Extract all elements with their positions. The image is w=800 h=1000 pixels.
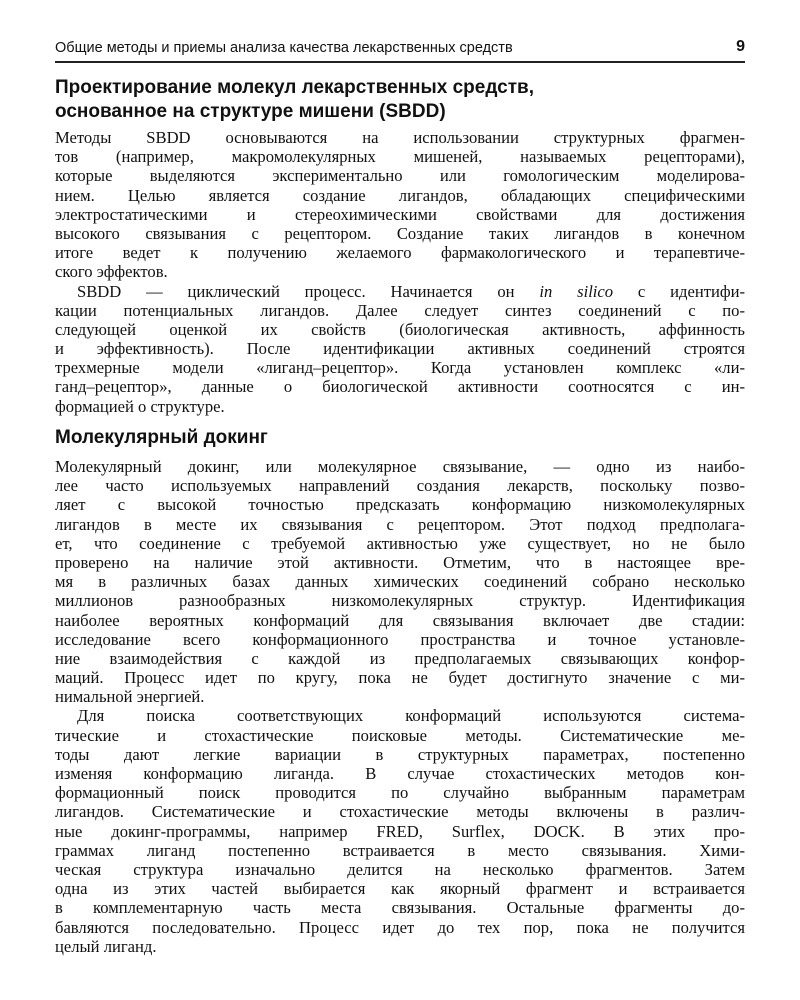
text-line: ческая структура изначально делится на несколько фрагментов. Затем — [55, 859, 745, 879]
section-body-sbdd — [55, 128, 745, 416]
text-line: высокого связывания с рецептором. Создание таких лигандов в конечном — [55, 223, 745, 243]
running-header-title: Общие методы и приемы анализа качества лекарственных средств — [55, 40, 513, 56]
text-line: Для поиска соответствующих конформаций используются система- — [77, 706, 745, 726]
text-line: ет, что соединение с требуемой активностью уже существует, но не было — [55, 533, 745, 553]
text-line: изменяя конформацию лиганда. В случае стохастических методов кон- — [55, 764, 745, 783]
text-line: нимальной энергией. — [55, 687, 205, 707]
text-line: исследование всего конформационного пространства и точное установле- — [55, 629, 745, 649]
text-line: Молекулярный докинг, или молекулярное связывание, — одно из наибо- — [55, 457, 745, 476]
text-line: ского эффектов. — [55, 262, 168, 282]
text-line: граммах лиганд постепенно встраивается в место связывания. Хими- — [55, 840, 745, 860]
text-line: тов (например, макромолекулярных мишеней, называемых рецепторами), — [55, 147, 745, 167]
text-line: ганд–рецептор», данные о биологической активности соотносятся с ин- — [55, 377, 745, 397]
text-line: проверено на наличие этой активности. Отметим, что в настоящее вре- — [55, 552, 745, 572]
section-body-docking — [55, 457, 745, 956]
text-line: миллионов разнообразных низкомолекулярных структур. Идентификация — [55, 591, 745, 611]
section-heading-sbdd — [55, 76, 534, 124]
text-line — [55, 282, 745, 301]
text-line: наиболее вероятных конформаций для связывания включает две стадии: — [55, 610, 745, 630]
paragraph — [55, 282, 745, 416]
text-line: кации потенциальных лигандов. Далее следует синтез соединений с по- — [55, 300, 745, 320]
text-line: итоге ведет к получению желаемого фармакологического и терапевтиче- — [55, 243, 745, 263]
heading-line: Проектирование молекул лекарственных средств, — [55, 77, 534, 98]
text-line: лигандов в месте их связывания с рецептором. Этот подход предполага- — [55, 514, 745, 534]
text-line: которые выделяются экспериментально или гомологическим моделирова- — [55, 166, 745, 186]
text-line: бавляются последовательно. Процесс идет до тех пор, пока не получится — [55, 917, 745, 937]
text-line: формационный поиск проводится по случайно выбранным параметрам — [55, 783, 745, 803]
text-line: трехмерные модели «лиганд–рецептор». Когда установлен комплекс «ли- — [55, 358, 745, 378]
italic-term: in silico — [539, 281, 614, 301]
text-line: электростатическими и стереохимическими свойствами для достижения — [55, 204, 745, 224]
text-line: одна из этих частей выбирается как якорный фрагмент и встраивается — [55, 879, 745, 899]
text-line: формацией о структуре. — [55, 396, 225, 416]
text-line: маций. Процесс идет по кругу, пока не будет достигнуто значение с ми- — [55, 668, 745, 688]
text-line: ляет с высокой точностью предсказать конформацию низкомолекулярных — [55, 495, 745, 515]
text-line: целый лиганд. — [55, 936, 157, 956]
paragraph — [55, 128, 745, 282]
page-number: 9 — [736, 38, 745, 55]
text-line: Методы SBDD основываются на использовании структурных фрагмен- — [55, 128, 745, 147]
heading-line: основанное на структуре мишени (SBDD) — [55, 101, 446, 122]
text-line: и эффективность). После идентификации активных соединений строятся — [55, 339, 745, 359]
running-header — [55, 37, 745, 63]
section-heading-docking — [55, 426, 268, 450]
text-line: лее часто используемых направлений создания лекарств, поскольку позво- — [55, 476, 745, 496]
text-line: нием. Целью является создание лигандов, обладающих специфическими — [55, 185, 745, 205]
text-segment: с идентифи- — [613, 281, 745, 301]
heading-line: Молекулярный докинг — [55, 427, 268, 448]
paragraph — [55, 457, 745, 706]
text-line: в комплементарную часть места связывания. Остальные фрагменты до- — [55, 898, 745, 918]
text-line: следующей оценкой их свойств (биологическая активность, аффинность — [55, 319, 745, 339]
text-line: мя в различных базах данных химических соединений собрано несколько — [55, 572, 745, 592]
text-segment: SBDD — циклический процесс. Начинается он — [77, 281, 540, 301]
text-line: тоды дают легкие вариации в структурных параметрах, постепенно — [55, 744, 745, 764]
paragraph — [55, 706, 745, 955]
text-line: ние взаимодействия с каждой из предполагаемых связывающих конфор- — [55, 648, 745, 668]
text-line: ные докинг-программы, например FRED, Surflex, DOCK. В этих про- — [55, 821, 745, 841]
text-line: тические и стохастические поисковые методы. Систематические ме- — [55, 725, 745, 745]
text-line: лигандов. Систематические и стохастические методы включены в различ- — [55, 802, 745, 822]
